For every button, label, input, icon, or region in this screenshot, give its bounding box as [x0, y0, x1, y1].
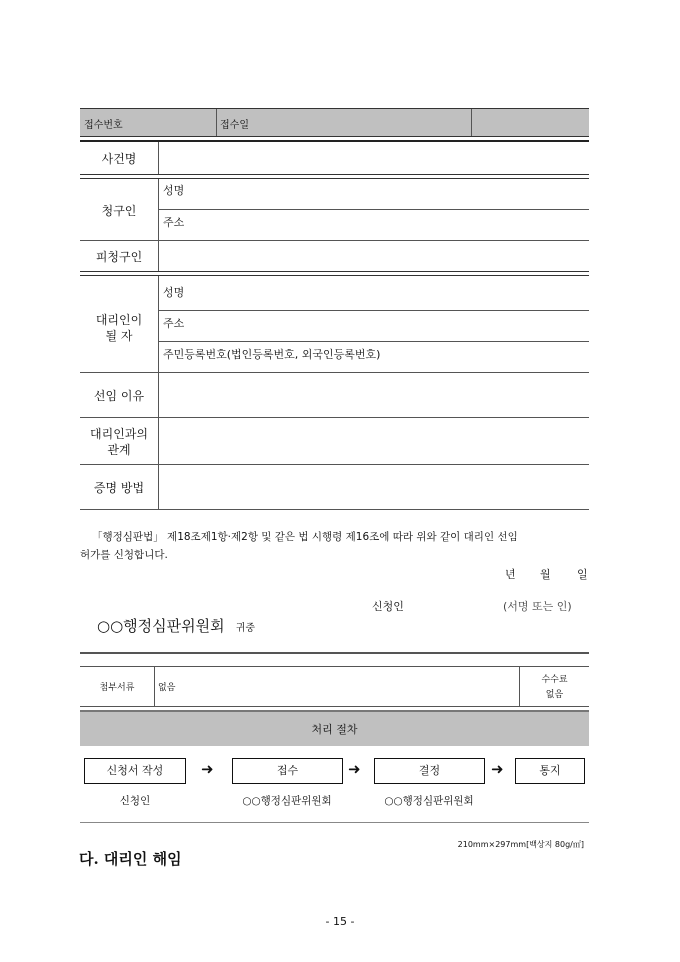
arrow-icon-3: ➜	[491, 760, 504, 778]
arrow-icon-1: ➜	[201, 760, 214, 778]
section-heading: 다. 대리인 해임	[79, 850, 182, 868]
reason-field[interactable]	[159, 373, 589, 417]
header-bottom-border	[80, 136, 589, 137]
date-month-label: 월	[540, 568, 551, 581]
attachments-divider-1	[154, 667, 155, 706]
agent-id-label: 주민등록번호(법인등록번호, 외국인등록번호)	[163, 348, 381, 361]
attachments-bottom-border	[80, 706, 589, 707]
fee-value: 없음	[545, 690, 564, 700]
step-box-write-application: 신청서 작성	[84, 758, 186, 784]
step-box-receipt: 접수	[232, 758, 343, 784]
fee-label: 수수료	[541, 675, 568, 685]
header-divider-2	[471, 109, 472, 136]
attachments-value: 없음	[158, 683, 176, 693]
table-bottom-border	[80, 509, 589, 510]
claimant-address-field[interactable]	[159, 210, 589, 240]
proof-label: 증명 방법	[93, 481, 145, 495]
agent-name-field[interactable]	[159, 276, 589, 310]
receipt-date-label: 접수일	[220, 120, 249, 131]
step-actor-committee-2: ○○행정심판위원회	[384, 795, 474, 807]
agent-name-label: 성명	[163, 286, 185, 299]
page-number: - 15 -	[325, 915, 355, 928]
step-actor-applicant: 신청인	[119, 795, 151, 807]
agent-address-field[interactable]	[159, 311, 589, 341]
case-name-field[interactable]	[159, 142, 589, 174]
double-line-b1	[80, 271, 589, 272]
agent-address-label: 주소	[163, 317, 185, 330]
signature-hint: (서명 또는 인)	[503, 600, 572, 613]
respondent-field[interactable]	[159, 241, 589, 271]
receipt-header-row	[80, 109, 589, 136]
agent-id-field[interactable]	[159, 342, 589, 372]
reason-label: 선임 이유	[93, 389, 145, 403]
arrow-icon-2: ➜	[348, 760, 361, 778]
step-actor-committee-1: ○○행정심판위원회	[242, 795, 332, 807]
claimant-label: 청구인	[101, 204, 137, 218]
recipient-suffix: 귀중	[235, 623, 256, 634]
respondent-label: 피청구인	[95, 250, 143, 264]
relation-label-line1: 대리인과의	[90, 427, 148, 441]
claimant-name-field[interactable]	[159, 179, 589, 209]
paper-spec: 210mm×297mm[백상지 80g/㎡]	[457, 840, 584, 849]
header-divider-1	[216, 109, 217, 136]
relation-label-line2: 관계	[107, 443, 131, 457]
claimant-name-label: 성명	[163, 184, 185, 197]
recipient-name: ○○행정심판위원회	[97, 617, 225, 635]
applicant-label: 신청인	[372, 600, 404, 613]
claimant-address-label: 주소	[163, 216, 185, 229]
attachments-top-border	[80, 652, 589, 654]
double-line-a1	[80, 174, 589, 175]
proof-field[interactable]	[159, 465, 589, 509]
agent-label-line1: 대리인이	[95, 313, 143, 327]
agent-label-line2: 될 자	[105, 329, 133, 343]
relation-field[interactable]	[159, 418, 589, 464]
header-top-border	[80, 108, 589, 109]
procedure-title: 처리 절차	[311, 723, 358, 736]
recipient-committee	[97, 615, 255, 636]
receipt-number-label: 접수번호	[84, 120, 123, 131]
step-box-decision: 결정	[374, 758, 485, 784]
statement-line-2: 허가를 신청합니다.	[80, 549, 168, 561]
attachments-label: 첨부서류	[99, 683, 135, 693]
procedure-bottom-border	[80, 822, 589, 823]
attachments-top-border-2	[80, 666, 589, 667]
statement-line-1: 「행정심판법」 제18조제1항·제2항 및 같은 법 시행령 제16조에 따라 위와 같이 대리인 선임	[92, 531, 518, 543]
date-year-label: 년	[505, 568, 516, 581]
case-name-label: 사건명	[101, 152, 137, 166]
step-box-notification: 통지	[515, 758, 585, 784]
date-day-label: 일	[577, 568, 588, 581]
